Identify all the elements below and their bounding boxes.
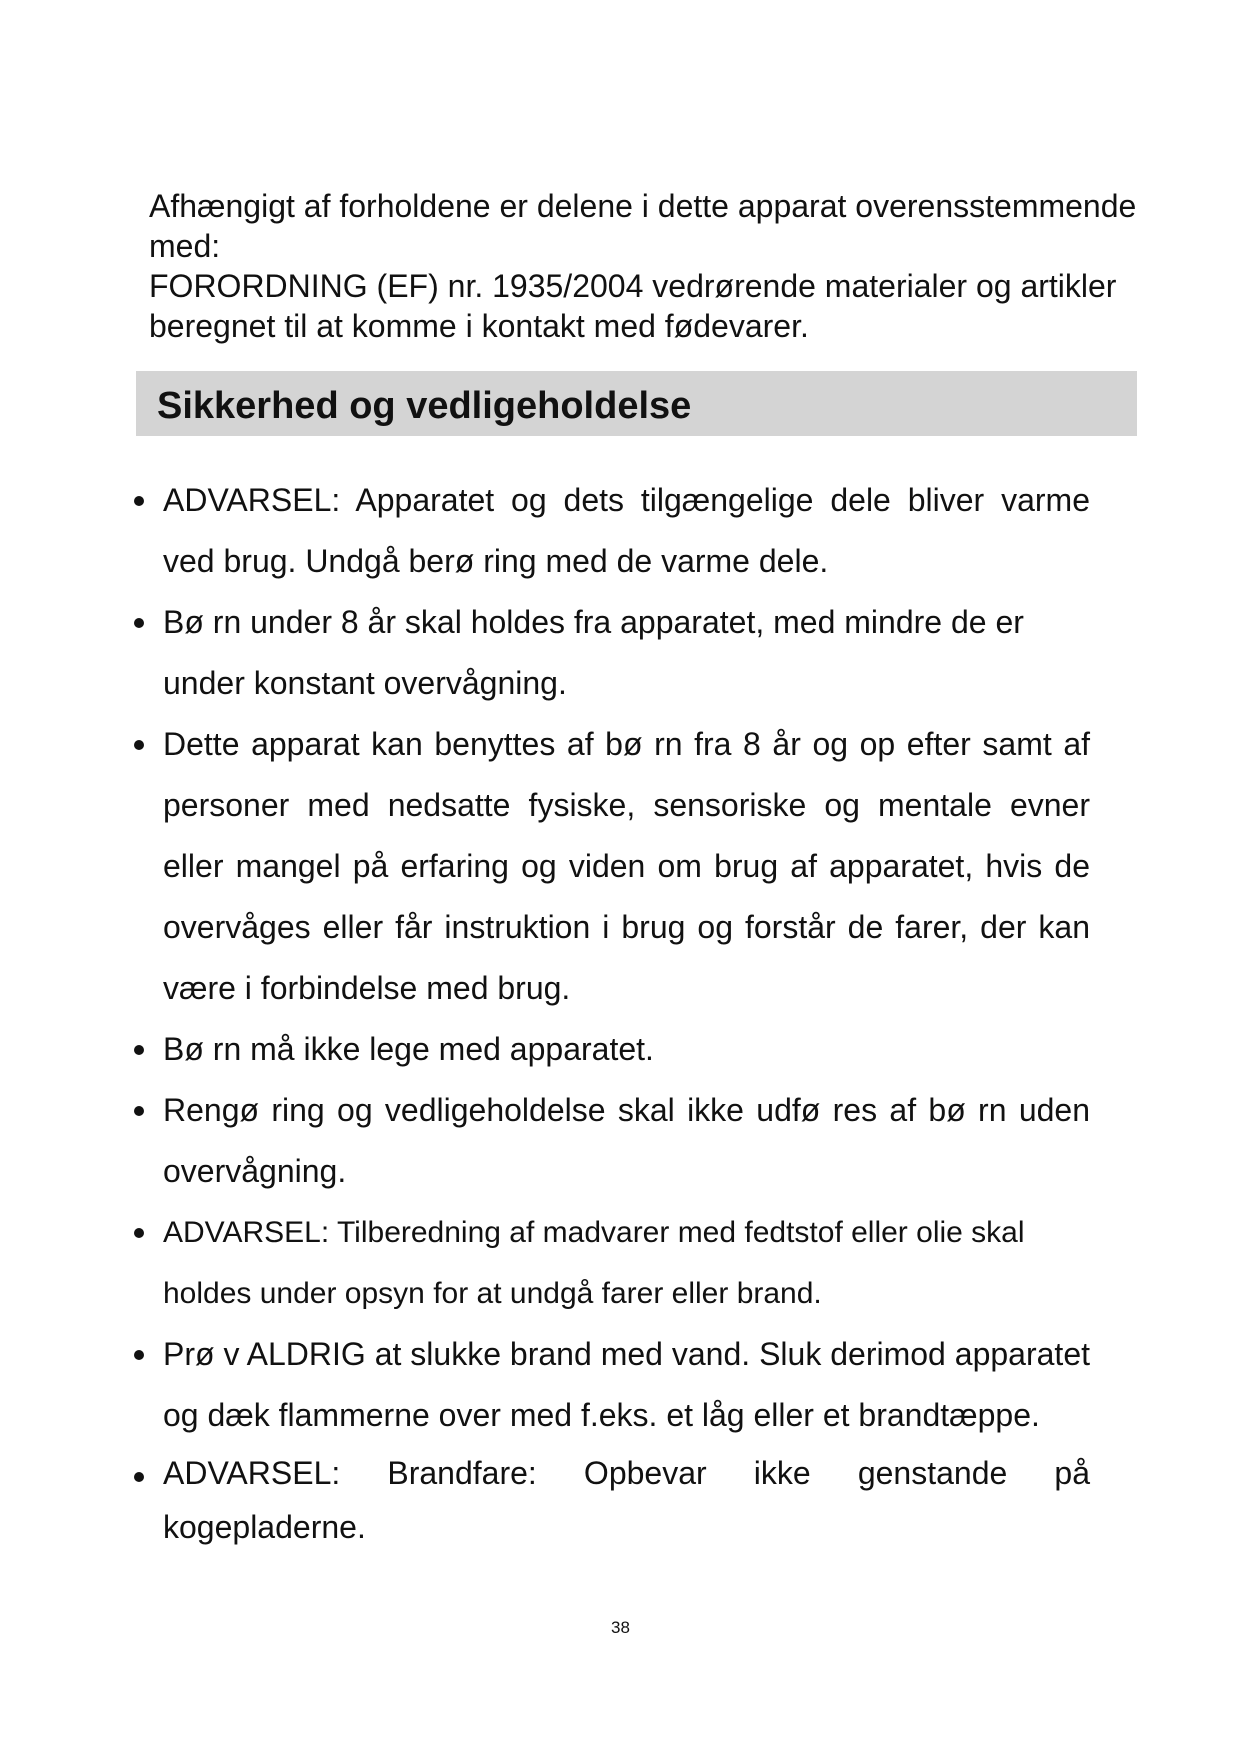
intro-regulation-reference: FORORDNING (EF) nr. 1935/2004 vedrørende materialer og artikler beregnet til at komme i kontakt med fødevarer.	[149, 268, 1117, 344]
bullet-icon	[134, 1472, 144, 1482]
bullet-icon	[134, 618, 144, 628]
section-title: Sikkerhed og vedligeholdelse	[157, 385, 692, 427]
list-item-text: Dette apparat kan benyttes af bø rn fra 8 år og op efter samt af personer med nedsatte fysiske, sensoriske og mentale evner eller mangel på erfaring og viden om brug af apparatet, hvis de overvåges eller får instruktion i brug og forstår de farer, der kan være i forbindelse med brug.	[163, 726, 1090, 1006]
list-item	[130, 1446, 1090, 1554]
intro-compliance-statement: Afhængigt af forholdene er delene i dette apparat overensstemmende med:	[149, 188, 1137, 264]
list-item	[130, 1019, 1090, 1080]
list-item-text: ADVARSEL: Brandfare: Opbevar ikke genstande på kogepladerne.	[163, 1455, 1090, 1545]
bullet-icon	[134, 1106, 144, 1116]
list-item	[130, 1324, 1090, 1446]
list-item-text: Bø rn må ikke lege med apparatet.	[163, 1031, 654, 1067]
section-header	[136, 371, 1137, 436]
list-item	[130, 1080, 1090, 1202]
intro-text	[149, 186, 1149, 346]
bullet-icon	[134, 1228, 144, 1238]
list-item-text: Rengø ring og vedligeholdelse skal ikke udfø res af bø rn uden overvågning.	[163, 1092, 1090, 1189]
list-item-text: Prø v ALDRIG at slukke brand med vand. Sluk derimod apparatet og dæk flammerne over med f.eks. et låg eller et brandtæppe.	[163, 1336, 1090, 1433]
page-number: 38	[611, 1618, 630, 1637]
bullet-icon	[134, 740, 144, 750]
safety-list	[130, 470, 1090, 1554]
list-item-text: ADVARSEL: Tilberedning af madvarer med fedtstof eller olie skal holdes under opsyn for at undgå farer eller brand.	[163, 1216, 1025, 1310]
bullet-icon	[134, 1045, 144, 1055]
list-item	[130, 592, 1090, 714]
list-item-text: Bø rn under 8 år skal holdes fra apparatet, med mindre de er under konstant overvågning.	[163, 604, 1024, 701]
list-item-text: ADVARSEL: Apparatet og dets tilgængelige dele bliver varme ved brug. Undgå berø ring med de varme dele.	[163, 482, 1090, 579]
list-item	[130, 714, 1090, 1019]
list-item	[130, 1202, 1090, 1324]
list-item	[130, 470, 1090, 592]
bullet-icon	[134, 1350, 144, 1360]
bullet-icon	[134, 496, 144, 506]
